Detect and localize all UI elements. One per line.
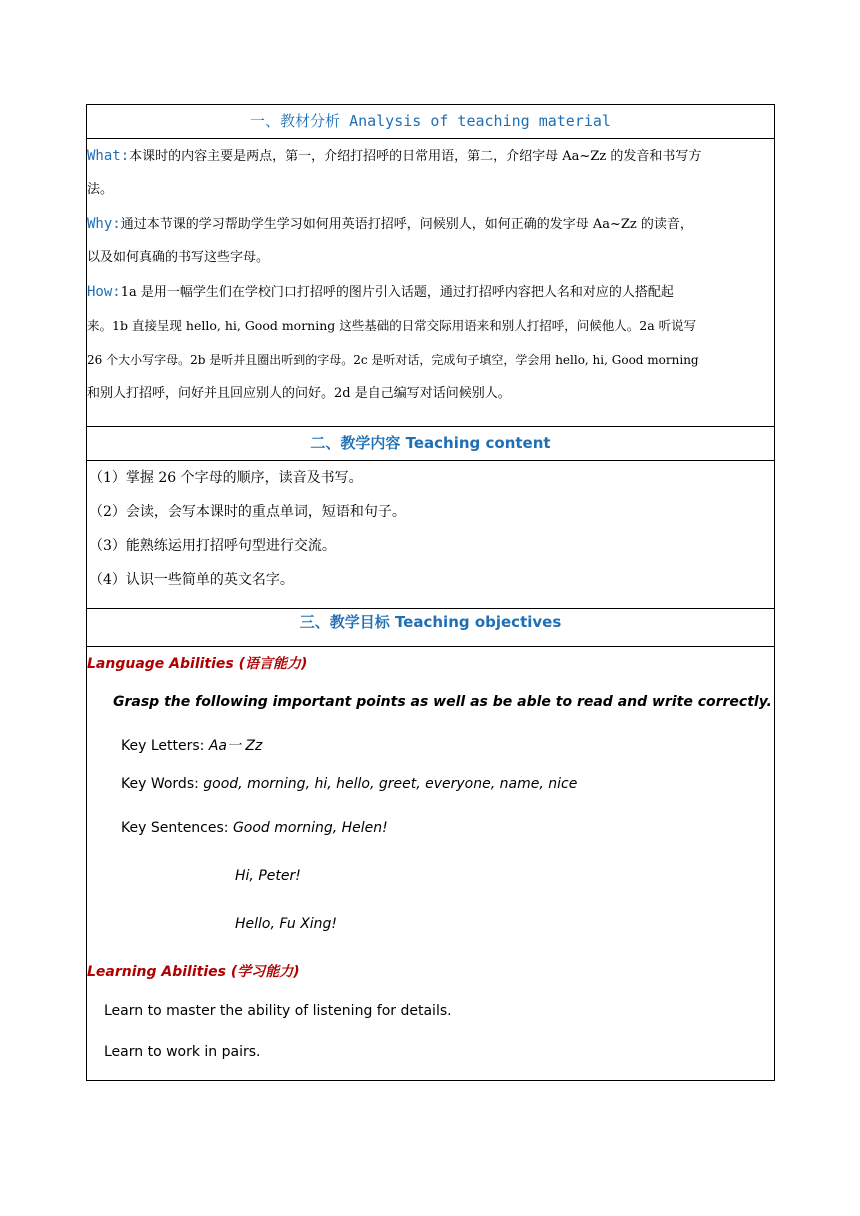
language-abilities-heading: Language Abilities (语言能力) xyxy=(87,656,308,672)
key-words xyxy=(121,776,577,792)
section3-title: 三、教学目标 Teaching objectives xyxy=(86,608,775,647)
what-line2: 法。 xyxy=(87,182,114,197)
key-sentence-1: Good morning, Helen! xyxy=(232,820,388,836)
objectives-cell xyxy=(86,647,775,1081)
learning-item-2: Learn to work in pairs. xyxy=(104,1044,261,1060)
analysis-cell xyxy=(86,139,775,427)
key-words-label: Key Words: xyxy=(121,776,204,792)
what-line1 xyxy=(87,139,776,174)
key-letters-label: Key Letters: xyxy=(121,738,209,754)
key-sentences xyxy=(121,820,388,836)
grasp-statement: Grasp the following important points as well as be able to read and write correctly. xyxy=(113,694,772,710)
how-line1 xyxy=(87,275,776,310)
section1-title: 一、教材分析 Analysis of teaching material xyxy=(86,104,775,139)
why-label: Why: xyxy=(87,216,121,232)
key-sentence-3: Hello, Fu Xing! xyxy=(235,916,338,932)
why-line2: 以及如何真确的书写这些字母。 xyxy=(87,250,270,265)
key-letters-value: Aa一 Zz xyxy=(208,738,263,754)
key-words-value: good, morning, hi, hello, greet, everyone, name, nice xyxy=(203,776,578,792)
learning-item-1: Learn to master the ability of listening for details. xyxy=(104,1003,452,1019)
key-letters xyxy=(121,735,262,755)
how-label: How: xyxy=(87,284,121,300)
key-sentences-label: Key Sentences: xyxy=(121,820,233,836)
what-label: What: xyxy=(87,148,130,164)
content-item-3: （3）能熟练运用打招呼句型进行交流。 xyxy=(89,538,336,554)
content-item-1: （1）掌握 26 个字母的顺序，读音及书写。 xyxy=(89,470,363,486)
why-text-1: 通过本节课的学习帮助学生学习如何用英语打招呼，问候别人，如何正确的发字母 Aa~Zz 的读音， xyxy=(120,217,693,232)
how-line4: 和别人打招呼，问好并且回应别人的问好。2d 是自己编写对话问候别人。 xyxy=(87,386,511,401)
key-sentence-2: Hi, Peter! xyxy=(235,868,301,884)
content-item-4: （4）认识一些简单的英文名字。 xyxy=(89,572,294,588)
what-text-1: 本课时的内容主要是两点，第一，介绍打招呼的日常用语，第二，介绍字母 Aa~Zz 的发音和书写方 xyxy=(129,149,702,164)
learning-abilities-heading: Learning Abilities (学习能力) xyxy=(87,964,300,980)
how-text-1: 1a 是用一幅学生们在学校门口打招呼的图片引入话题，通过打招呼内容把人名和对应的人搭配起 xyxy=(120,285,674,300)
section2-title: 二、教学内容 Teaching content xyxy=(86,426,775,461)
content-item-2: （2）会读，会写本课时的重点单词，短语和句子。 xyxy=(89,504,406,520)
how-line3: 26 个大小写字母。2b 是听并且圈出听到的字母。2c 是听对话，完成句子填空，学会用 hello, hi, Good morning xyxy=(87,353,699,367)
content-cell xyxy=(86,461,775,609)
how-line2: 来。1b 直接呈现 hello, hi, Good morning 这些基础的日常交际用语来和别人打招呼，问候他人。2a 听说写 xyxy=(87,318,697,333)
why-line1 xyxy=(87,207,776,242)
